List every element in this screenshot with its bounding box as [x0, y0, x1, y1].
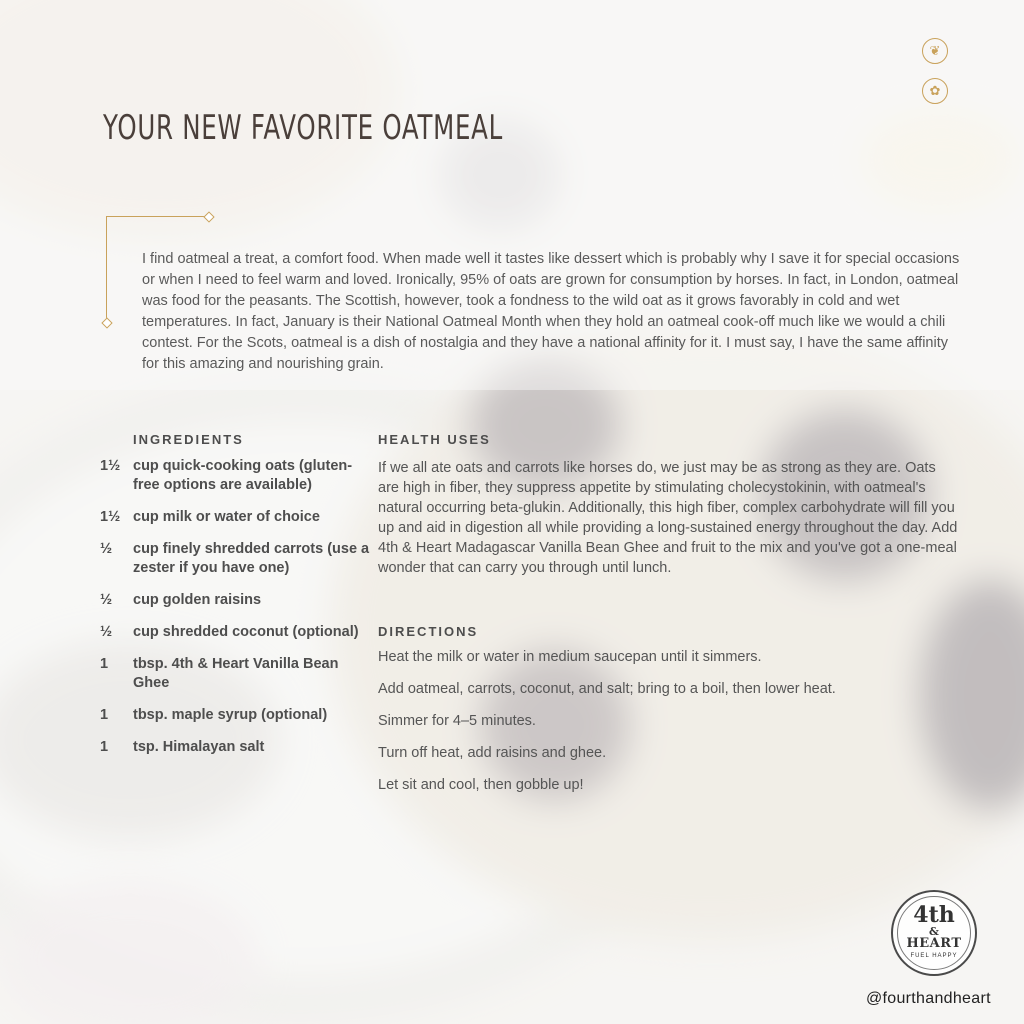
ingredient-quantity: 1: [100, 656, 109, 672]
decorative-frame-line: [106, 216, 107, 322]
ingredient-item: [100, 706, 370, 725]
logo-number: 4th: [913, 902, 955, 928]
health-uses-paragraph: If we all ate oats and carrots like horses do, we just may be as strong as they are. Oats are high in fiber, they suppress appetite by stimulating cholecystokinin, with oatmeal's natural occurring beta-glukin. Additionally, this high fiber, complex carbohydrate will fill you up and aid in digestion all while providing a long-sustained energy throughout the day. Add 4th & Heart Madagascar Vanilla Bean Ghee and fruit to the mix and you've got a one-meal wonder that can carry you through until lunch.: [378, 460, 958, 576]
ingredient-quantity: 1: [100, 707, 109, 723]
ingredient-description: tbsp. 4th & Heart Vanilla Bean Ghee: [133, 656, 339, 691]
page-title: YOUR NEW FAVORITE OATMEAL: [103, 108, 504, 148]
direction-step: Let sit and cool, then gobble up!: [378, 777, 584, 793]
ingredient-item: [100, 623, 370, 642]
ingredient-description: cup finely shredded carrots (use a zester if you have one): [133, 541, 370, 576]
ingredient-quantity: 1½: [100, 458, 121, 474]
ingredient-description: tbsp. maple syrup (optional): [133, 707, 328, 723]
direction-step: Simmer for 4–5 minutes.: [378, 713, 536, 729]
ingredients-list: [100, 457, 370, 770]
health-uses-heading: HEALTH USES: [378, 432, 491, 447]
ingredients-heading: INGREDIENTS: [133, 432, 244, 447]
wheat-icon: ❦: [922, 38, 948, 64]
decorative-frame-line: [107, 216, 207, 217]
decorative-diamond-icon: [101, 317, 112, 328]
ingredient-item: [100, 655, 370, 693]
directions-list: [378, 648, 836, 808]
ingredient-item: [100, 591, 370, 610]
logo-word: HEART: [906, 936, 962, 951]
ingredient-description: cup golden raisins: [133, 592, 262, 608]
ingredient-quantity: ½: [100, 624, 113, 640]
direction-step: Heat the milk or water in medium saucepan until it simmers.: [378, 649, 762, 665]
ingredient-item: [100, 457, 370, 495]
ingredient-description: cup quick-cooking oats (gluten-free options are available): [133, 458, 353, 493]
direction-step: Add oatmeal, carrots, coconut, and salt; bring to a boil, then lower heat.: [378, 681, 836, 697]
decorative-diamond-icon: [203, 211, 214, 222]
ingredient-item: [100, 738, 370, 757]
ingredient-quantity: 1: [100, 739, 109, 755]
social-handle: @fourthandheart: [866, 990, 991, 1007]
side-icons: [922, 38, 948, 118]
direction-step: Turn off heat, add raisins and ghee.: [378, 745, 607, 761]
ingredient-description: cup shredded coconut (optional): [133, 624, 359, 640]
brand-logo: [891, 890, 977, 976]
intro-paragraph: I find oatmeal a treat, a comfort food. When made well it tastes like dessert which is probably why I save it for special occasions or when I need to feel warm and loved. Ironically, 95% of oats are grown for consumption by horses. In fact, in London, oatmeal was food for the peasants. The Scottish, however, took a fondness to the wild oat as it grows favorably in cold and wet temperatures. In fact, January is their National Oatmeal Month when they hold an oatmeal cook-off much like we would a chili contest. For the Scots, oatmeal is a dish of nostalgia and they have a national affinity for it. I must say, I have the same affinity for this amazing and nourishing grain.: [142, 251, 960, 372]
ingredient-quantity: ½: [100, 541, 113, 557]
ingredient-description: cup milk or water of choice: [133, 509, 320, 525]
leaf-icon: ✿: [922, 78, 948, 104]
ingredient-quantity: ½: [100, 592, 113, 608]
ingredient-description: tsp. Himalayan salt: [133, 739, 265, 755]
ingredient-item: [100, 540, 370, 578]
logo-ampersand: &: [929, 925, 939, 938]
directions-heading: DIRECTIONS: [378, 624, 479, 639]
ingredient-item: [100, 508, 370, 527]
logo-tagline: FUEL HAPPY: [910, 953, 958, 959]
ingredient-quantity: 1½: [100, 509, 121, 525]
